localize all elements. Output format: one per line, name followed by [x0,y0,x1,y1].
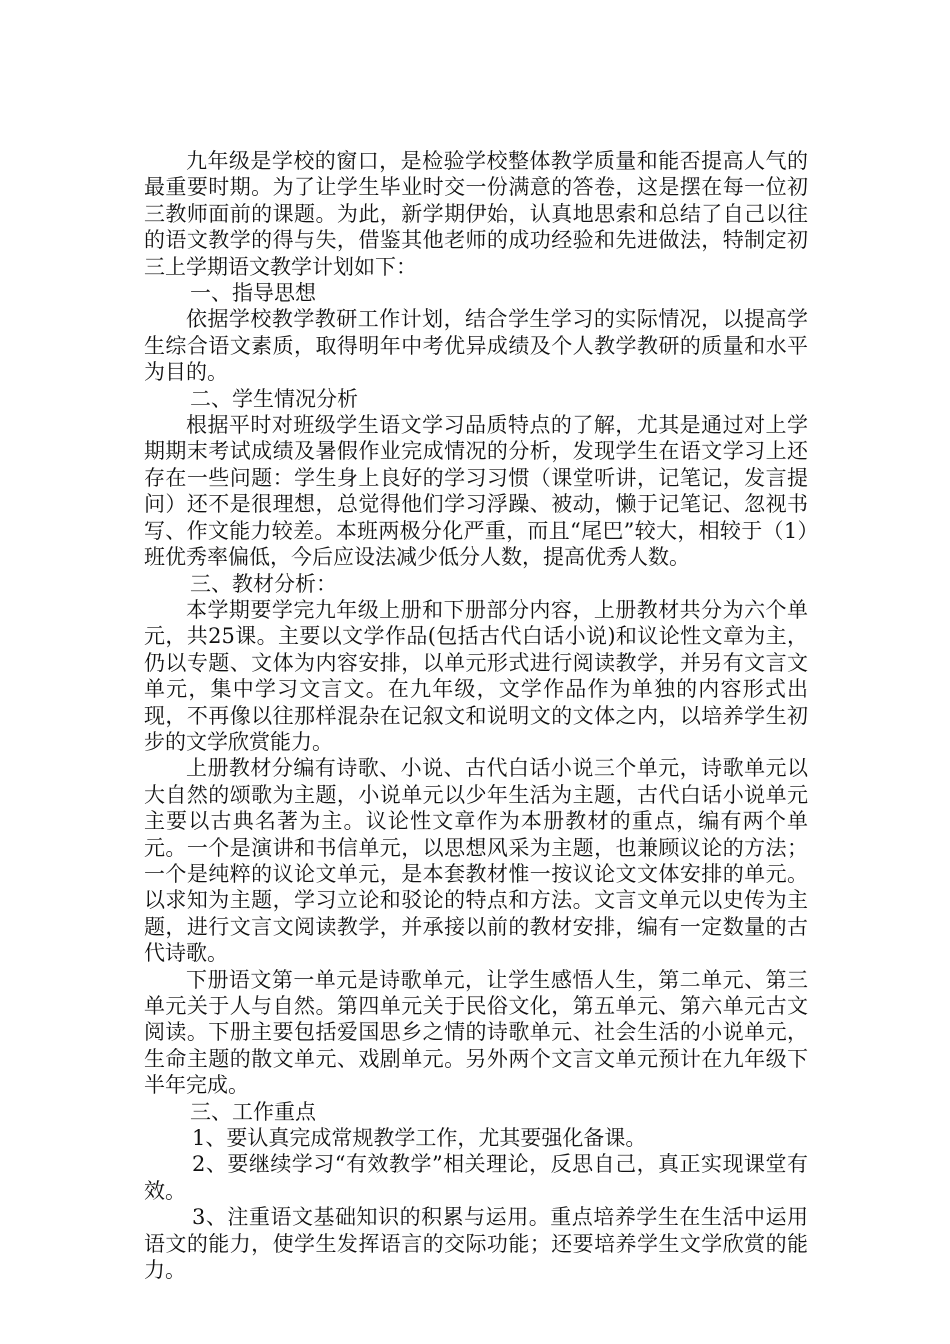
section-heading-textbook-analysis: 三、教材分析： [190,571,337,596]
section-heading-guiding-ideology: 一、指导思想 [190,281,316,306]
work-focus-item-2: 2、要继续学习“有效教学”相关理论，反思自己，真正实现课堂有效。 [144,1152,808,1203]
section-heading-student-analysis: 二、学生情况分析 [190,386,358,411]
guiding-ideology-paragraph: 依据学校教学教研工作计划，结合学生学习的实际情况，以提高学生综合语文素质，取得明年中考优异成绩及个人教学教研的质量和水平为目的。 [144,307,808,385]
section-heading-work-focus: 三、工作重点 [190,1099,316,1124]
work-focus-item-1: 1、要认真完成常规教学工作，尤其要强化备课。 [192,1126,647,1151]
intro-paragraph: 九年级是学校的窗口，是检验学校整体教学质量和能否提高人气的最重要时期。为了让学生毕业时交一份满意的答卷，这是摆在每一位初三教师面前的课题。为此，新学期伊始，认真地思索和总结了自己以往的语文教学的得与失，借鉴其他老师的成功经验和先进做法，特制定初三上学期语文教学计划如下： [144,149,808,279]
textbook-analysis-paragraph-2: 上册教材分编有诗歌、小说、古代白话小说三个单元，诗歌单元以大自然的颂歌为主题，小说单元以少年生活为主题，古代白话小说单元主要以古典名著为主。议论性文章作为本册教材的重点，编有两个单元。一个是演讲和书信单元，以思想风采为主题，也兼顾议论的方法；一个是纯粹的议论文单元，是本套教材惟一按议论文文体安排的单元。以求知为主题，学习立论和驳论的特点和方法。文言文单元以史传为主题，进行文言文阅读教学，并承接以前的教材安排，编有一定数量的古代诗歌。 [144,756,808,966]
student-analysis-paragraph: 根据平时对班级学生语文学习品质特点的了解，尤其是通过对上学期期末考试成绩及暑假作业完成情况的分析，发现学生在语文学习上还存在一些问题：学生身上良好的学习习惯（课堂听讲，记笔记，发言提问）还不是很理想，总觉得他们学习浮躁、被动，懒于记笔记、忽视书写、作文能力较差。本班两极分化严重，而且“尾巴”较大，相较于（1）班优秀率偏低，今后应设法减少低分人数，提高优秀人数。 [144,413,808,570]
textbook-analysis-paragraph-1: 本学期要学完九年级上册和下册部分内容，上册教材共分为六个单元，共25课。主要以文学作品(包括古代白话小说)和议论性文章为主，仍以专题、文体为内容安排，以单元形式进行阅读教学，并另有文言文单元，集中学习文言文。在九年级，文学作品作为单独的内容形式出现，不再像以往那样混杂在记叙文和说明文的文体之内，以培养学生初步的文学欣赏能力。 [144,597,808,754]
work-focus-item-3: 3、注重语文基础知识的积累与运用。重点培养学生在生活中运用语文的能力，使学生发挥语言的交际功能；还要培养学生文学欣赏的能力。 [144,1205,808,1283]
textbook-analysis-paragraph-3: 下册语文第一单元是诗歌单元，让学生感悟人生，第二单元、第三单元关于人与自然。第四单元关于民俗文化，第五单元、第六单元古文阅读。下册主要包括爱国思乡之情的诗歌单元、社会生活的小说单元，生命主题的散文单元、戏剧单元。另外两个文言文单元预计在九年级下半年完成。 [144,967,808,1098]
document-page [144,148,808,1283]
